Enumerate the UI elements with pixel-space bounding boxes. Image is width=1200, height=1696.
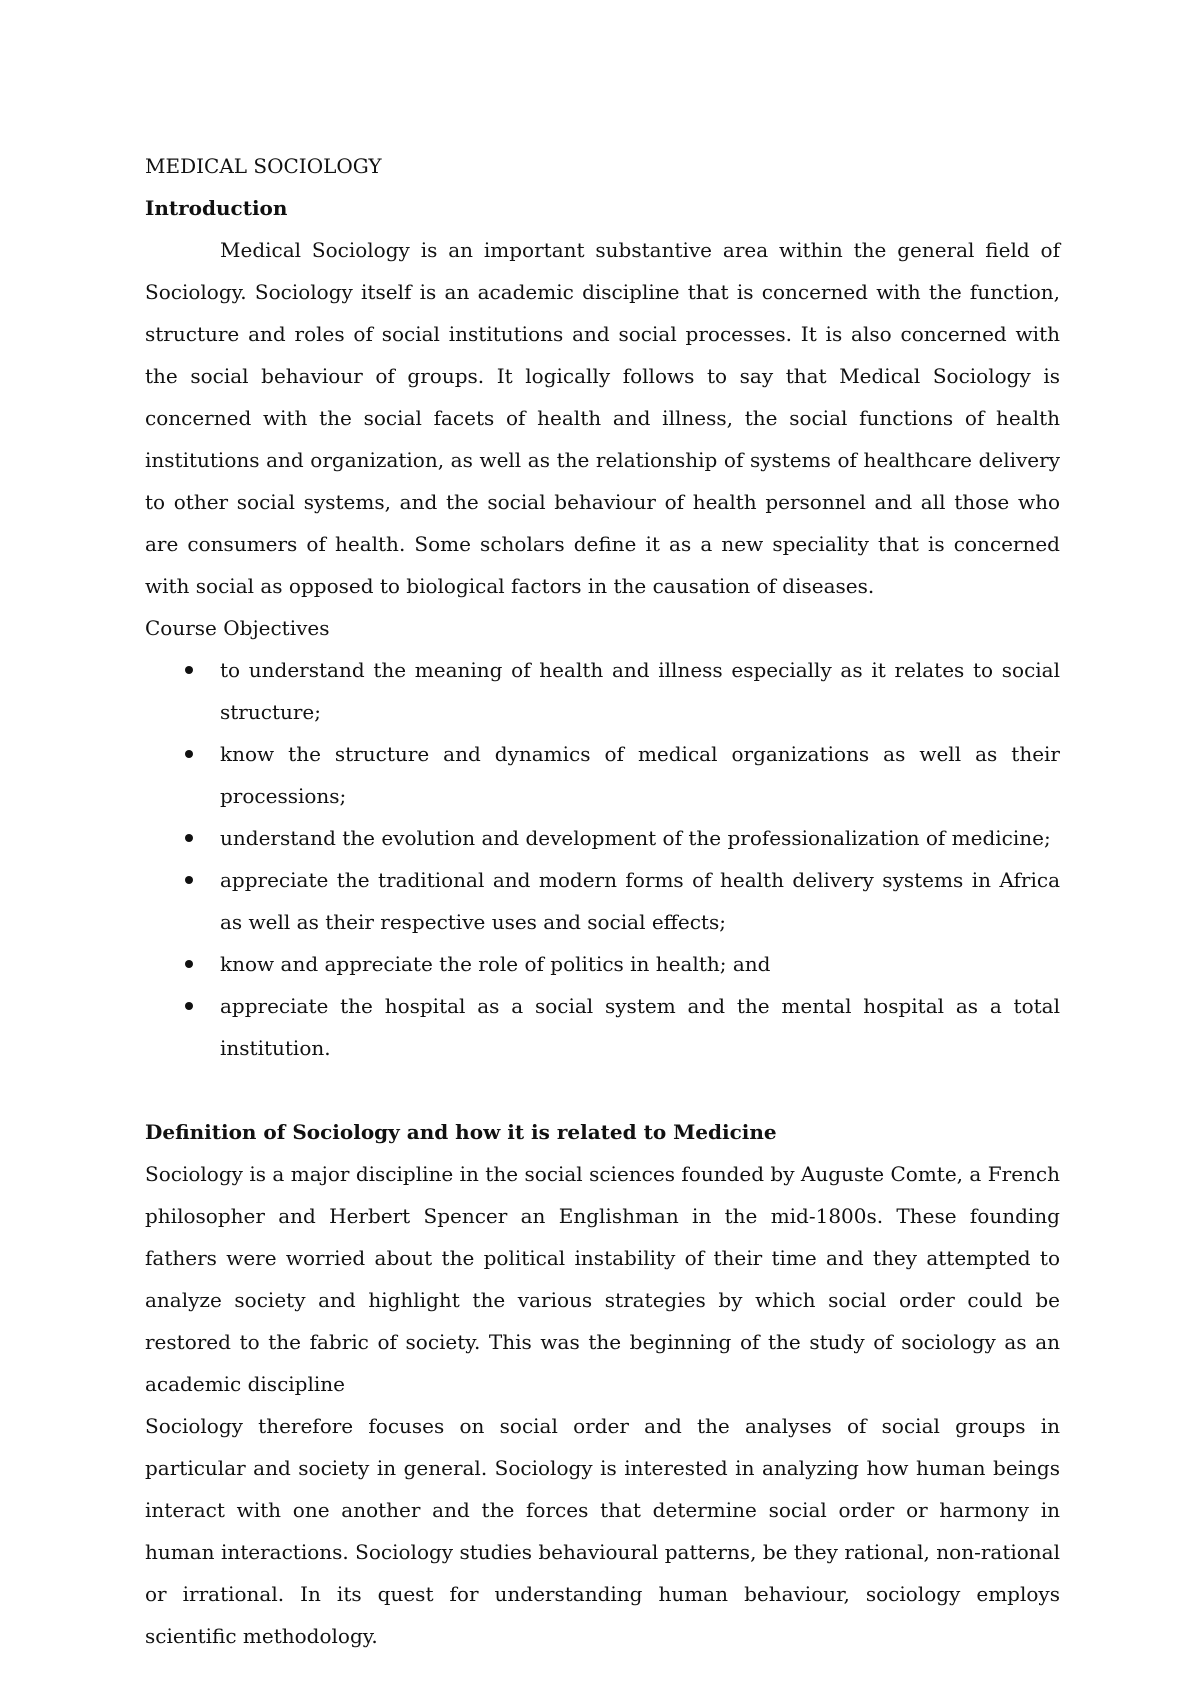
introduction-paragraph: Medical Sociology is an important substantive area within the general field of Sociology. Sociology itself is an academic discipline that is concerned with the function, structure and roles of social institutions and social processes. It is also concerned with the social behaviour of groups. It logically follows to say that Medical Sociology is concerned with the social facets of health and illness, the social functions of health institutions and organization, as well as the relationship of systems of healthcare delivery to other social systems, and the social behaviour of health personnel and all those who are consumers of health. Some scholars define it as a new speciality that is concerned with social as opposed to biological factors in the causation of diseases. — [145, 238, 1060, 598]
bullet-icon — [185, 834, 193, 842]
definition-heading: Definition of Sociology and how it is related to Medicine — [145, 1120, 777, 1144]
course-objectives-label: Course Objectives — [145, 616, 330, 640]
objective-item — [145, 733, 1060, 817]
definition-paragraph-1: Sociology is a major discipline in the social sciences founded by Auguste Comte, a French philosopher and Herbert Spencer an Englishman in the mid-1800s. These founding fathers were worried about the political instability of their time and they attempted to analyze society and highlight the various strategies by which social order could be restored to the fabric of society. This was the beginning of the study of sociology as an academic discipline — [145, 1162, 1060, 1396]
bullet-icon — [185, 1002, 193, 1010]
document-title: MEDICAL SOCIOLOGY — [145, 154, 382, 178]
objective-text: know and appreciate the role of politics in health; and — [220, 952, 771, 976]
objective-item — [145, 649, 1060, 733]
bullet-icon — [185, 960, 193, 968]
objective-text: appreciate the hospital as a social system and the mental hospital as a total institution. — [220, 994, 1060, 1060]
objective-text: understand the evolution and development of the professionalization of medicine; — [220, 826, 1051, 850]
bullet-icon — [185, 750, 193, 758]
objective-text: to understand the meaning of health and illness especially as it relates to social structure; — [220, 658, 1060, 724]
bullet-icon — [185, 876, 193, 884]
objective-item — [145, 859, 1060, 943]
section-spacer — [145, 1069, 1060, 1111]
bullet-icon — [185, 666, 193, 674]
objective-item — [145, 943, 1060, 985]
objective-text: know the structure and dynamics of medical organizations as well as their processions; — [220, 742, 1060, 808]
objective-text: appreciate the traditional and modern forms of health delivery systems in Africa as well as their respective uses and social effects; — [220, 868, 1060, 934]
introduction-heading: Introduction — [145, 196, 288, 220]
document-page — [145, 145, 1060, 1657]
definition-paragraph-2: Sociology therefore focuses on social order and the analyses of social groups in particular and society in general. Sociology is interested in analyzing how human beings interact with one another and the forces that determine social order or harmony in human interactions. Sociology studies behavioural patterns, be they rational, non-rational or irrational. In its quest for understanding human behaviour, sociology employs scientific methodology. — [145, 1414, 1060, 1648]
course-objectives-list — [145, 649, 1060, 1069]
objective-item — [145, 817, 1060, 859]
objective-item — [145, 985, 1060, 1069]
